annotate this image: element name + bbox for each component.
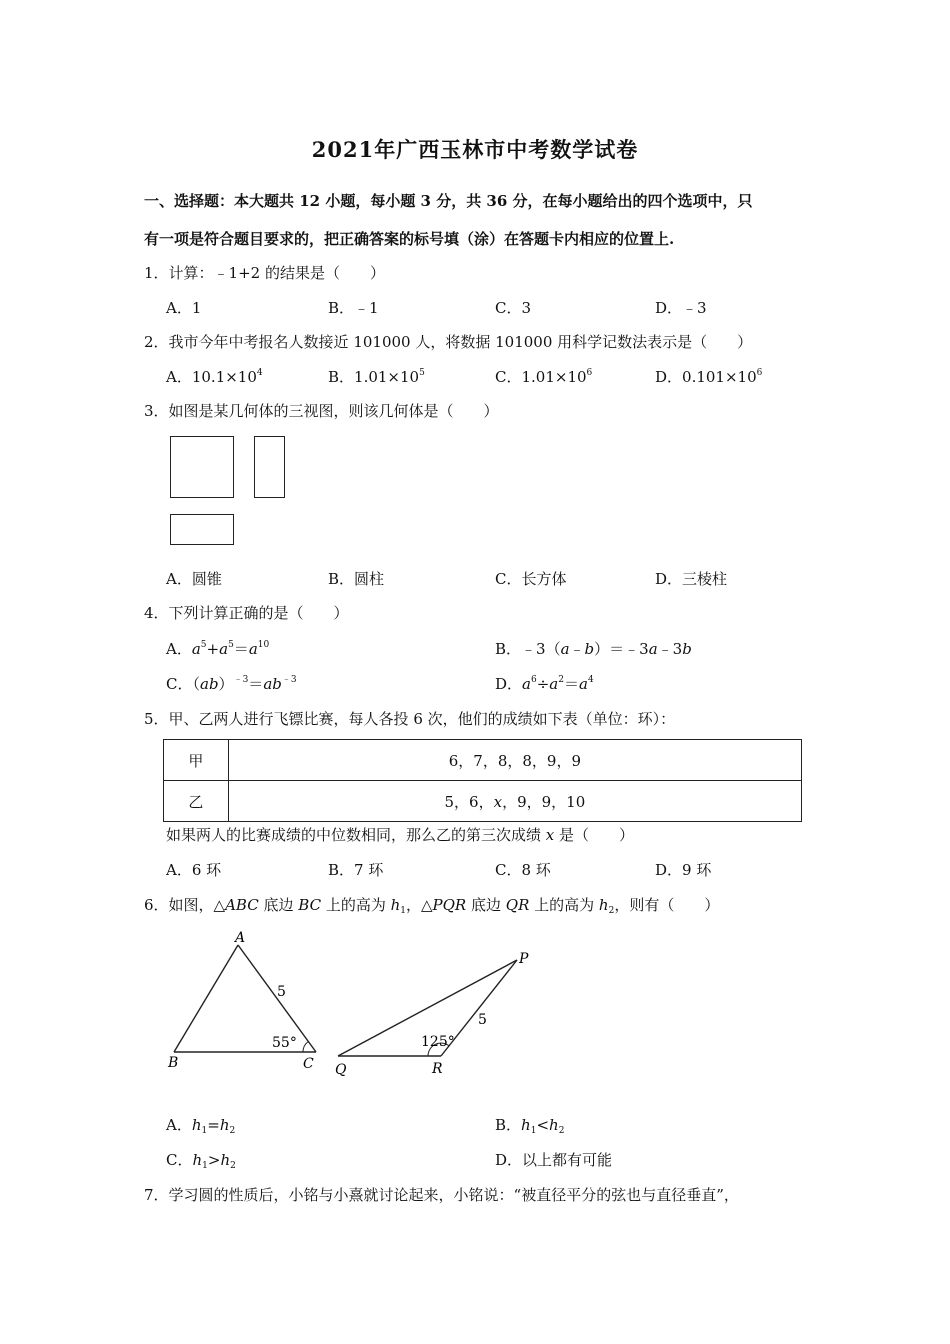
q5-option-b: B．7 环 [328,861,384,879]
section-heading-line1: 一、选择题：本大题共 12 小题，每小题 3 分，共 36 分，在每小题给出的四个选项中，只 [144,192,753,210]
side-label-pr: 5 [478,1012,487,1028]
q2-option-d: D．$0.101\times 10^6$ [655,368,763,386]
q2-option-a: A．$10.1\times 10^4$ [166,368,263,386]
page-title: 2021年广西玉林市中考数学试卷 [311,137,639,162]
q4-option-b: B．﹣3（a﹣b）＝﹣3a﹣3b [495,640,692,658]
table-cell-name: 甲 [164,740,229,781]
table-row [164,781,802,822]
question-4-stem: 4．下列计算正确的是（ ） [144,604,349,622]
q3-option-b: B．圆柱 [328,570,385,588]
q4-option-a: A．$a^5+a^5=a^{10}$ [166,640,270,658]
q1-option-a: A．1 [166,299,202,317]
triangle-abc [167,930,316,1072]
q6-option-b: B．$h_1<h_2$ [495,1116,565,1136]
triangle-figures [160,925,560,1085]
table-cell-scores: 5，6，x，9，9，10 [228,781,801,822]
question-5-stem: 5．甲、乙两人进行飞镖比赛，每人各投 6 次，他们的成绩如下表（单位：环）： [144,710,676,728]
question-6-stem: 6．如图，△ABC 底边 BC 上的高为 $h_1$，△PQR 底边 QR 上的高为 $h_2$，则有（ ） [144,896,720,916]
q3-option-a: A．圆锥 [166,570,222,588]
q4-option-d: D．$a^6\div a^2=a^4$ [495,675,594,693]
vertex-label-q: Q [335,1062,347,1078]
question-2-stem: 2．我市今年中考报名人数接近 101000 人，将数据 101000 用科学记数法表示是（ ） [144,333,753,351]
vertex-label-c: C [303,1056,314,1072]
q5-option-c: C．8 环 [495,861,551,879]
table-row [164,740,802,781]
score-table [163,739,802,822]
top-view-rect [170,514,234,545]
q4-option-c: C．$(ab)^{﹣3}=ab^{﹣3}$ [166,675,297,693]
q2-option-c: C．$1.01\times 10^6$ [495,368,593,386]
q6-option-a: A．$h_1=h_2$ [166,1116,236,1136]
q1-option-c: C．3 [495,299,532,317]
vertex-label-a: A [235,930,246,946]
front-view-rect [170,436,234,498]
q3-option-c: C．长方体 [495,570,567,588]
question-1-stem: 1．计算：﹣1+2 的结果是（ ） [144,264,385,282]
q6-option-c: C．$h_1>h_2$ [166,1151,236,1171]
q1-option-d: D．﹣3 [655,299,707,317]
q2-option-b: B．$1.01\times 10^5$ [328,368,425,386]
vertex-label-b: B [168,1055,179,1071]
vertex-label-p: P [519,951,529,967]
triangle-pqr [335,951,529,1078]
table-cell-name: 乙 [164,781,229,822]
angle-label-c: 55° [272,1035,297,1051]
side-view-rect [254,436,285,498]
question-7-stem: 7．学习圆的性质后，小铭与小熹就讨论起来，小铭说：“被直径平分的弦也与直径垂直”， [144,1186,739,1204]
side-label-ac: 5 [277,984,286,1000]
section-heading-line2: 有一项是符合题目要求的，把正确答案的标号填（涂）在答题卡内相应的位置上. [144,230,675,248]
question-5-followup: 如果两人的比赛成绩的中位数相同，那么乙的第三次成绩 x 是（ ） [166,826,635,844]
angle-label-r: 125° [421,1034,455,1050]
table-cell-scores: 6，7，8，8，9，9 [228,740,801,781]
vertex-label-r: R [432,1061,443,1077]
q1-option-b: B．﹣1 [328,299,379,317]
q5-option-d: D．9 环 [655,861,712,879]
q3-option-d: D．三棱柱 [655,570,728,588]
q5-option-a: A．6 环 [166,861,222,879]
q6-option-d: D．以上都有可能 [495,1151,613,1169]
question-3-stem: 3．如图是某几何体的三视图，则该几何体是（ ） [144,402,499,420]
